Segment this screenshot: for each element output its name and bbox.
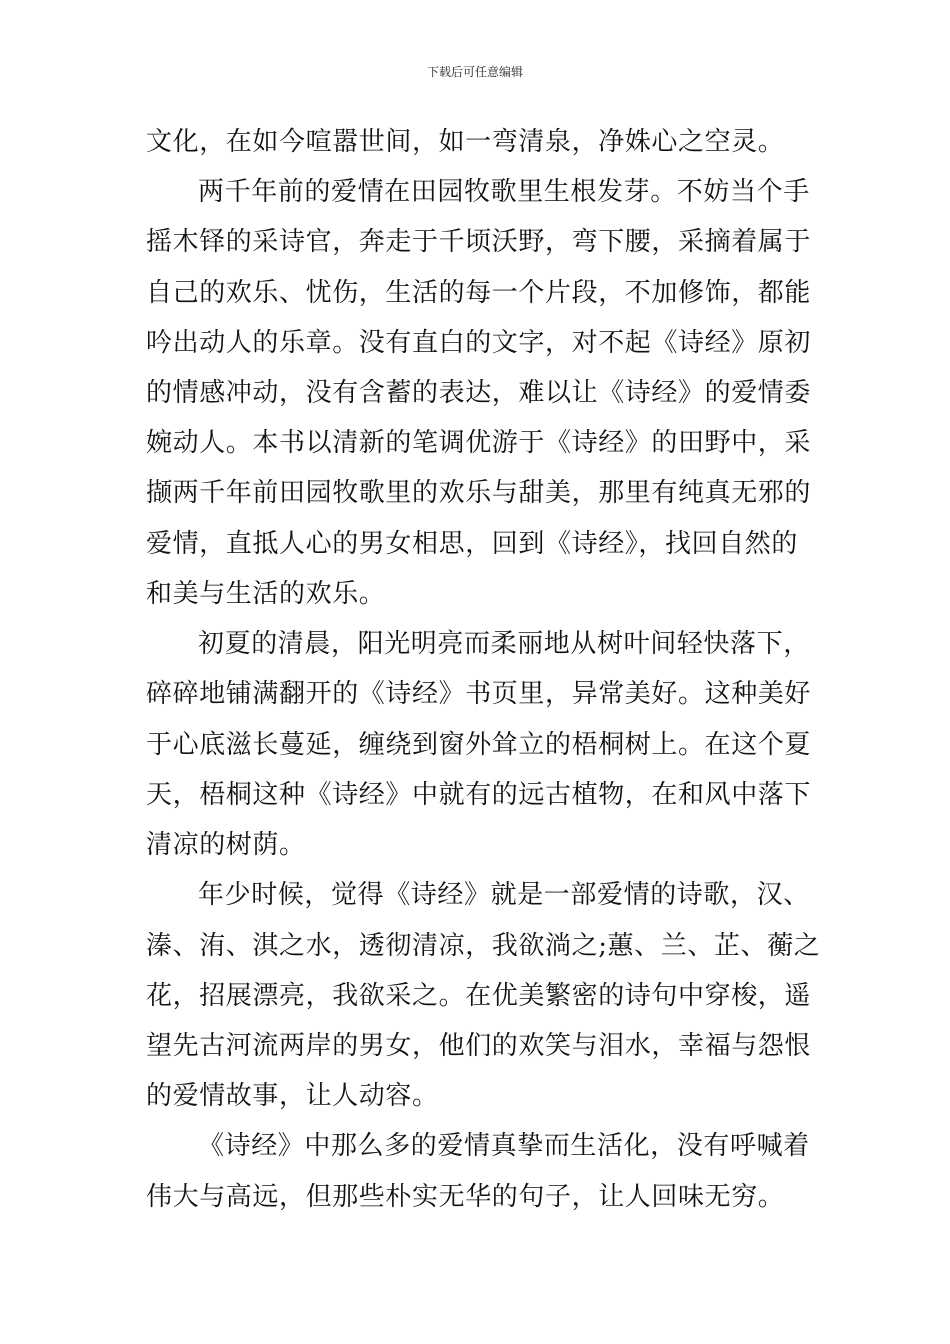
text-line: 碎碎地铺满翻开的《诗经》书页里，异常美好。这种美好 <box>146 679 812 709</box>
text-line: 两千年前的爱情在田园牧歌里生根发芽。不妨当个手 <box>198 177 810 207</box>
page-header: 下载后可任意编辑 <box>426 65 523 79</box>
text-line: 的爱情故事，让人动容。 <box>146 1081 439 1111</box>
text-line: 和美与生活的欢乐。 <box>146 579 386 609</box>
text-line: 摇木铎的采诗官，奔走于千顷沃野，弯下腰，采摘着属于 <box>146 227 812 257</box>
text-line: 爱情，直抵人心的男女相思，回到《诗经》，找回自然的 <box>146 529 799 559</box>
text-line: 于心底滋长蔓延，缠绕到窗外耸立的梧桐树上。在这个夏 <box>146 730 812 760</box>
text-line: 文化，在如今喧嚣世间，如一弯清泉，净姝心之空灵。 <box>146 127 785 157</box>
text-line: 望先古河流两岸的男女，他们的欢笑与泪水，幸福与怨恨 <box>146 1031 812 1061</box>
text-line: 溱、洧、淇之水，透彻清凉，我欲淌之;蕙、兰、芷、蘅之 <box>146 931 821 961</box>
text-line: 天，梧桐这种《诗经》中就有的远古植物，在和风中落下 <box>146 780 812 810</box>
text-line: 年少时候，觉得《诗经》就是一部爱情的诗歌，汉、 <box>198 880 810 910</box>
text-line: 撷两千年前田园牧歌里的欢乐与甜美，那里有纯真无邪的 <box>146 478 812 508</box>
text-line: 吟出动人的乐章。没有直白的文字，对不起《诗经》原初 <box>146 328 812 358</box>
text-line: 花，招展漂亮，我欲采之。在优美繁密的诗句中穿梭，遥 <box>146 981 812 1011</box>
text-line: 婉动人。本书以清新的笔调优游于《诗经》的田野中，采 <box>146 428 812 458</box>
text-line: 自己的欢乐、忧伤，生活的每一个片段，不加修饰，都能 <box>146 278 812 308</box>
text-line: 的情感冲动，没有含蓄的表达，难以让《诗经》的爱情委 <box>146 378 812 408</box>
text-line: 《诗经》中那么多的爱情真挚而生活化，没有呼喊着 <box>198 1131 810 1161</box>
text-line: 初夏的清晨，阳光明亮而柔丽地从树叶间轻快落下， <box>198 629 810 659</box>
text-line: 伟大与高远，但那些朴实无华的句子，让人回味无穷。 <box>146 1182 785 1212</box>
text-line: 清凉的树荫。 <box>146 830 306 860</box>
